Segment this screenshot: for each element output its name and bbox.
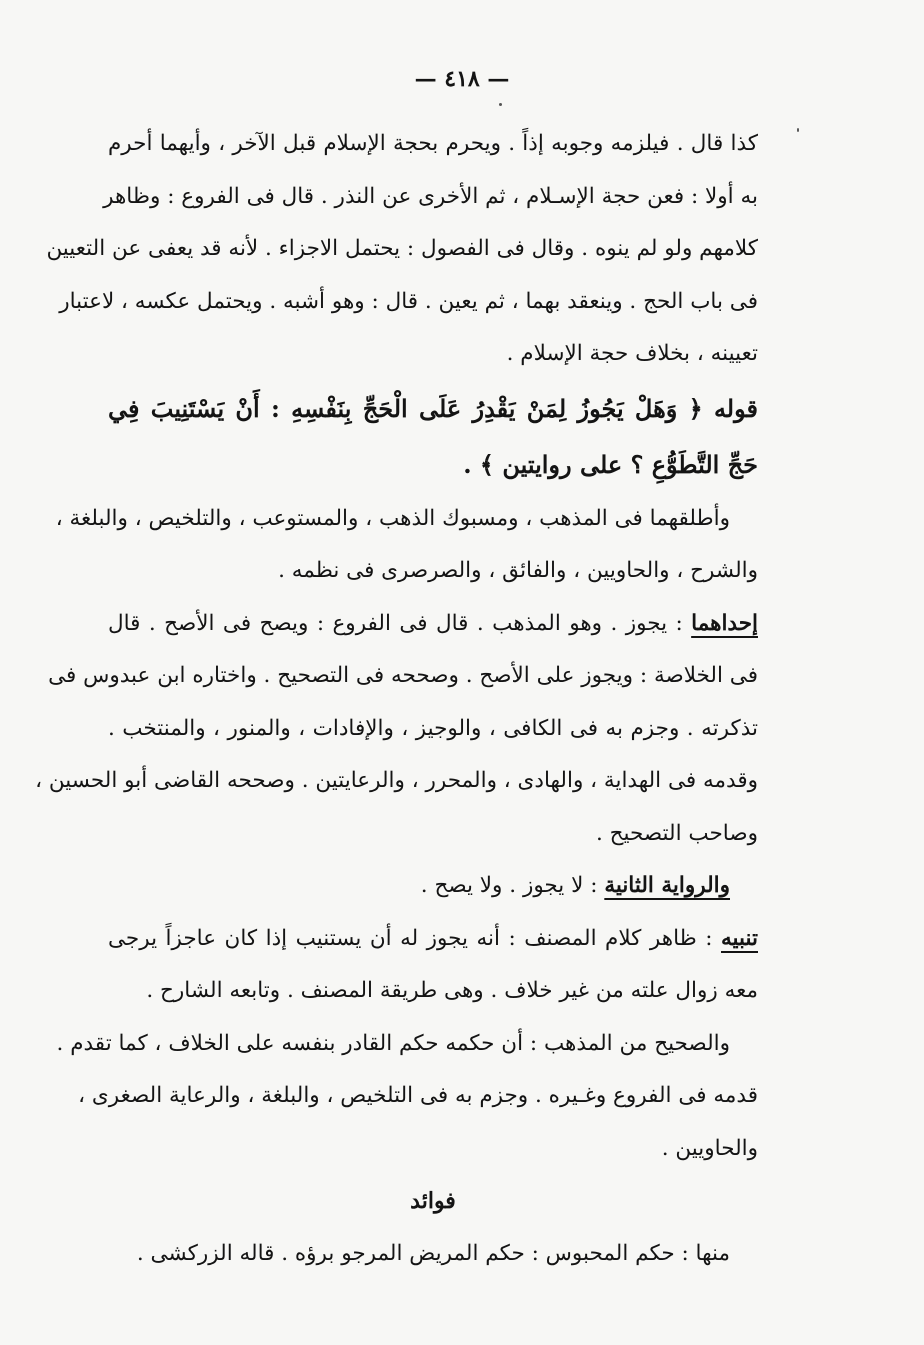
text-line: والحاويين .	[661, 1135, 758, 1161]
text-line: منها : حكم المحبوس : حكم المريض المرجو برؤه . قاله الزركشى .	[136, 1240, 730, 1266]
tanbih-text: : ظاهر كلام المصنف : أنه يجوز له أن يستنيب إذا كان عاجزاً يرجى	[108, 925, 713, 951]
text-line: وأطلقهما فى المذهب ، ومسبوك الذهب ، والمستوعب ، والتلخيص ، والبلغة ،	[55, 505, 730, 531]
text-line	[108, 913, 758, 966]
riwaya-2-text: : لا يجوز . ولا يصح .	[420, 873, 598, 898]
text-line	[108, 598, 758, 651]
text-line: تعيينه ، بخلاف حجة الإسلام .	[506, 341, 758, 366]
tanbih-label: تنبيه	[721, 925, 758, 951]
text-line	[108, 860, 758, 913]
text-line: فى الخلاصة : ويجوز على الأصح . وصححه فى التصحيح . واختاره ابن عبدوس فى	[48, 663, 758, 688]
text-line: كلامهم ولو لم ينوه . وقال فى الفصول : يحتمل الاجزاء . لأنه قد يعفى عن التعيين	[46, 236, 758, 261]
ink-speck	[797, 128, 799, 132]
quoted-text-line: قوله ﴿ وَهَلْ يَجُوزُ لِمَنْ يَقْدِرُ عَلَى الْحَجِّ بِنَفْسِهِ : أَنْ يَسْتَنِيبَ فِي	[108, 393, 758, 423]
page-number: — ٤١٨ —	[414, 66, 510, 92]
riwaya-2-label: والرواية الثانية	[604, 873, 730, 898]
quoted-text-line: حَجِّ التَّطَوُّعِ ؟ على روايتين ﴾ .	[463, 449, 758, 479]
text-line: كذا قال . فيلزمه وجوبه إذاً . ويحرم بحجة الإسلام قبل الآخر ، وأيهما أحرم	[108, 131, 758, 156]
riwaya-1-label: إحداهما	[691, 610, 758, 636]
text-line: وقدمه فى الهداية ، والهادى ، والمحرر ، والرعايتين . وصححه القاضى أبو الحسين ،	[35, 768, 758, 793]
text-line: وصاحب التصحيح .	[596, 820, 758, 846]
text-line: معه زوال علته من غير خلاف . وهى طريقة المصنف . وتابعه الشارح .	[146, 978, 758, 1003]
riwaya-1-text: : يجوز . وهو المذهب . قال فى الفروع : ويصح فى الأصح . قال	[108, 610, 683, 636]
section-heading	[108, 1175, 758, 1228]
text-line: قدمه فى الفروع وغـيره . وجزم به فى التلخيص ، والبلغة ، والرعاية الصغرى ،	[78, 1083, 758, 1108]
ink-speck	[499, 103, 502, 106]
text-line: والصحيح من المذهب : أن حكمه حكم القادر بنفسه على الخلاف ، كما تقدم .	[56, 1030, 730, 1056]
text-line: به أولا : فعن حجة الإسـلام ، ثم الأخرى عن النذر . قال فى الفروع : وظاهر	[103, 183, 758, 209]
main-text	[35, 118, 758, 1280]
text-line: والشرح ، والحاويين ، والفائق ، والصرصرى فى نظمه .	[278, 558, 758, 583]
text-line: فى باب الحج . وينعقد بهما ، ثم يعين . قال : وهو أشبه . ويحتمل عكسه ، لاعتبار	[59, 288, 758, 314]
fawaid-heading: فوائد	[410, 1188, 456, 1214]
text-line: تذكرته . وجزم به فى الكافى ، والوجيز ، والإفادات ، والمنور ، والمنتخب .	[108, 715, 758, 741]
